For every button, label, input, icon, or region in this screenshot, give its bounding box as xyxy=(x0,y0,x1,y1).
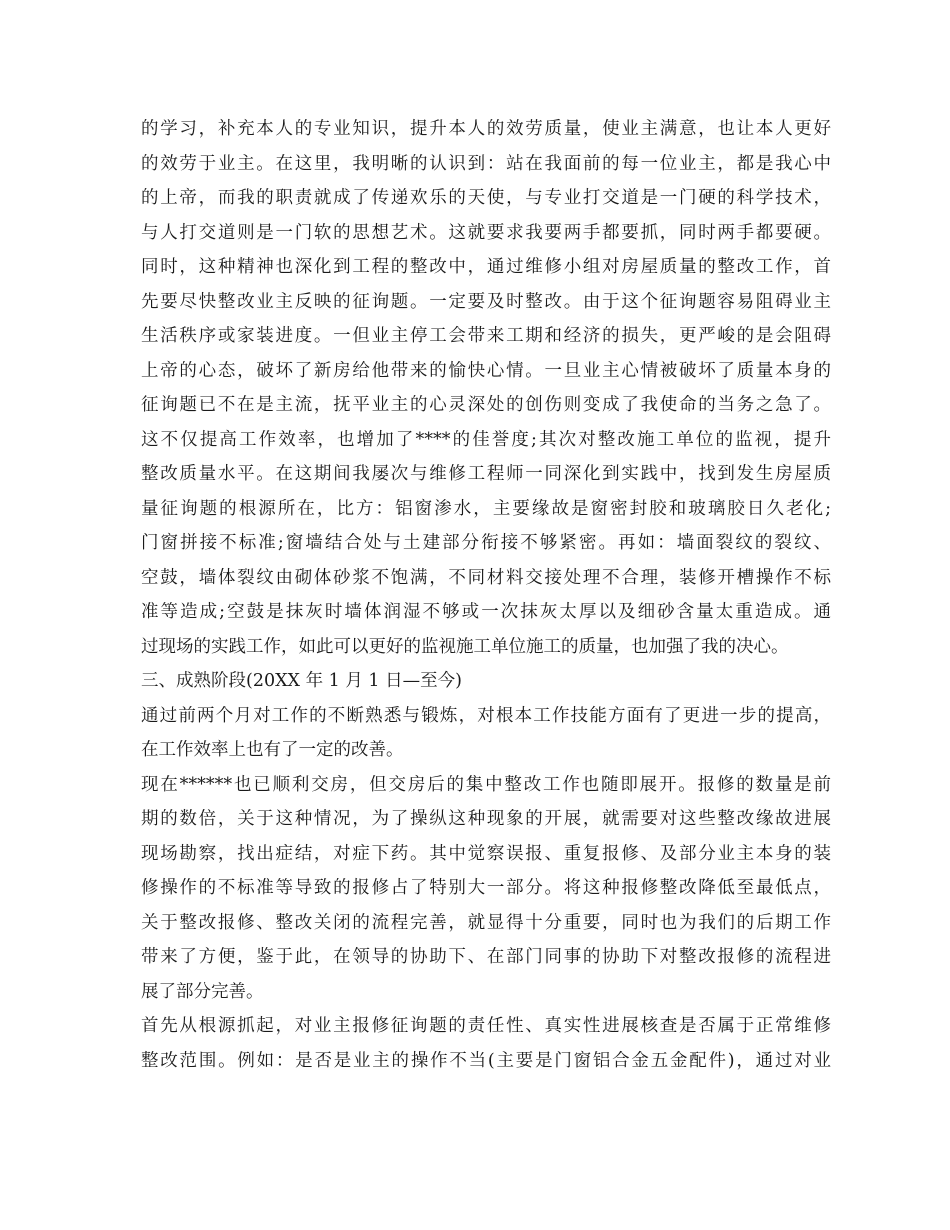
text-line: 上帝的心态，破坏了新房给他带来的愉快心情。一旦业主心情被破坏了质量本身的 xyxy=(141,360,831,381)
text-line: 先要尽快整改业主反映的征询题。一定要及时整改。由于这个征询题容易阻碍业主 xyxy=(141,291,831,312)
text-line: 现场勘察，找出症结，对症下药。其中觉察误报、重复报修、及部分业主本身的装 xyxy=(141,843,831,864)
text-line: 期的数倍，关于这种情况，为了操纵这种现象的开展，就需要对这些整改缘故进展 xyxy=(141,809,831,829)
text-line: 这不仅提高工作效率，也增加了****的佳誉度;其次对整改施工单位的监视，提升 xyxy=(141,429,831,450)
text-line: 的学习，补充本人的专业知识，提升本人的效劳质量，使业主满意，也让本人更好 xyxy=(141,119,831,139)
text-line: 现在******也已顺利交房，但交房后的集中整改工作也随即展开。报修的数量是前 xyxy=(141,774,831,795)
document-body xyxy=(141,112,831,1078)
text-line: 修操作的不标准等导致的报修占了特别大一部分。将这种报修整改降低至最低点， xyxy=(141,878,831,898)
text-line: 征询题已不在是主流，抚平业主的心灵深处的创伤则变成了我使命的当务之急了。 xyxy=(141,395,831,415)
text-line: 首先从根源抓起，对业主报修征询题的责任性、真实性进展核查是否属于正常维修 xyxy=(141,1016,831,1036)
text-line: 关于整改报修、整改关闭的流程完善，就显得十分重要，同时也为我们的后期工作 xyxy=(141,912,831,933)
text-line: 同时，这种精神也深化到工程的整改中，通过维修小组对房屋质量的整改工作，首 xyxy=(141,257,831,277)
text-line: 的上帝，而我的职责就成了传递欢乐的天使，与专业打交道是一门硬的科学技术， xyxy=(141,188,831,208)
text-line: 展了部分完善。 xyxy=(141,981,264,1002)
text-line: 在工作效率上也有了一定的改善。 xyxy=(141,740,404,760)
text-line: 准等造成;空鼓是抹灰时墙体润湿不够或一次抹灰太厚以及细砂含量太重造成。通 xyxy=(141,602,831,622)
text-line: 过现场的实践工作，如此可以更好的监视施工单位施工的质量，也加强了我的决心。 xyxy=(141,636,789,657)
text-line: 门窗拼接不标准;窗墙结合处与土建部分衔接不够紧密。再如：墙面裂纹的裂纹、 xyxy=(141,533,831,553)
text-line: 量征询题的根源所在，比方：铝窗渗水，主要缘故是窗密封胶和玻璃胶日久老化; xyxy=(141,498,831,519)
text-line: 整改质量水平。在这期间我屡次与维修工程师一同深化到实践中，找到发生房屋质 xyxy=(141,464,831,484)
text-line: 三、成熟阶段(20XX 年 1 月 1 日—至今) xyxy=(141,671,462,691)
text-line: 的效劳于业主。在这里，我明晰的认识到：站在我面前的每一位业主，都是我心中 xyxy=(141,153,831,174)
text-line: 空鼓，墙体裂纹由砌体砂浆不饱满，不同材料交接处理不合理，装修开槽操作不标 xyxy=(141,567,831,588)
text-line: 与人打交道则是一门软的思想艺术。这就要求我要两手都要抓，同时两手都要硬。 xyxy=(141,222,831,243)
text-line: 整改范围。例如：是否是业主的操作不当(主要是门窗铝合金五金配件)，通过对业 xyxy=(141,1050,831,1071)
text-line: 带来了方便，鉴于此，在领导的协助下、在部门同事的协助下对整改报修的流程进 xyxy=(141,947,831,967)
text-line: 通过前两个月对工作的不断熟悉与锻炼，对根本工作技能方面有了更进一步的提高， xyxy=(141,705,831,726)
text-line: 生活秩序或家装进度。一但业主停工会带来工期和经济的损失，更严峻的是会阻碍 xyxy=(141,326,831,346)
